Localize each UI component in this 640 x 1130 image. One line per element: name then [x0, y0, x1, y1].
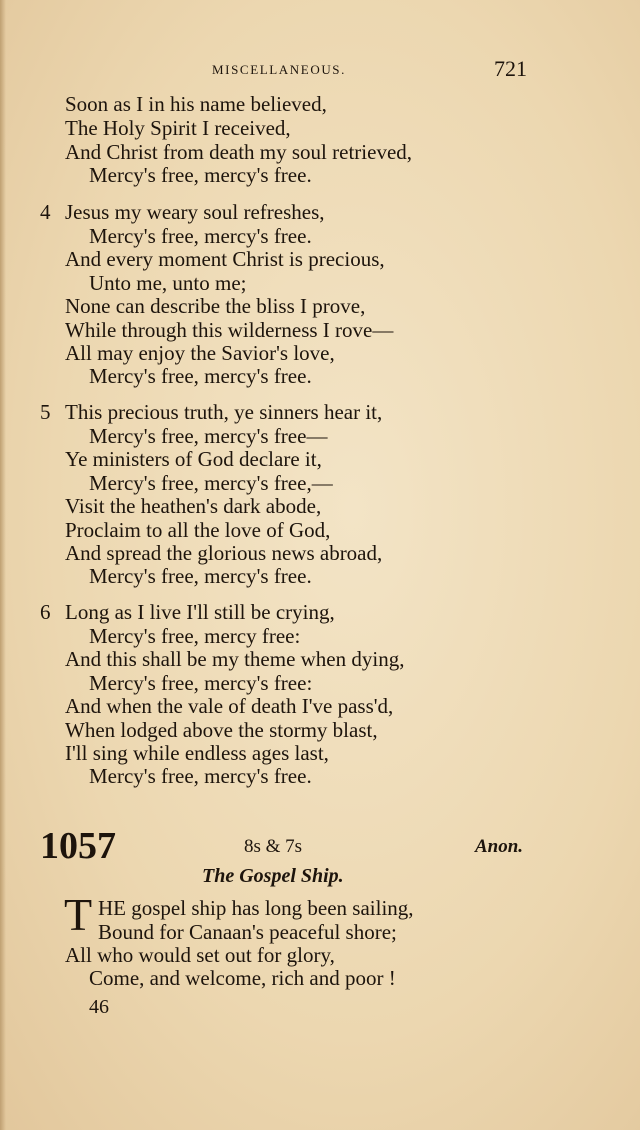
verse-line: Jesus my weary soul refreshes,	[65, 200, 325, 224]
hymn-meter: 8s & 7s	[244, 836, 303, 857]
verse-line: And this shall be my theme when dying,	[65, 647, 405, 671]
verse-line: Mercy's free, mercy free:	[89, 624, 301, 648]
verse-line: None can describe the bliss I prove,	[65, 294, 366, 318]
verse-line: The Holy Spirit I received,	[65, 116, 291, 140]
hymn-number: 1057	[40, 825, 116, 867]
verse-line: All may enjoy the Savior's love,	[65, 341, 335, 365]
verse-line: And when the vale of death I've pass'd,	[65, 694, 394, 718]
verse-line: Come, and welcome, rich and poor !	[89, 966, 396, 990]
verse-line: I'll sing while endless ages last,	[65, 741, 329, 765]
verse-line: Soon as I in his name believed,	[65, 92, 327, 116]
verse-line: And every moment Christ is precious,	[65, 247, 385, 271]
page-number: 721	[494, 56, 527, 81]
verse-line: Bound for Canaan's peaceful shore;	[98, 920, 397, 944]
verse-number: 6	[40, 600, 51, 624]
verse-line: All who would set out for glory,	[65, 943, 335, 967]
hymn-title: The Gospel Ship.	[202, 865, 344, 887]
verse-line: Mercy's free, mercy's free.	[89, 764, 312, 788]
verse-line: Mercy's free, mercy's free—	[89, 424, 328, 448]
verse-line: HE gospel ship has long been sailing,	[98, 896, 414, 920]
verse-line: Mercy's free, mercy's free,—	[89, 471, 333, 495]
verse-line: Mercy's free, mercy's free.	[89, 224, 312, 248]
signature-mark: 46	[89, 996, 109, 1018]
verse-line: Long as I live I'll still be crying,	[65, 600, 335, 624]
verse-line: Mercy's free, mercy's free.	[89, 163, 312, 187]
verse-line: Mercy's free, mercy's free:	[89, 671, 313, 695]
verse-number: 5	[40, 400, 51, 424]
verse-line: Proclaim to all the love of God,	[65, 518, 331, 542]
verse-line: Mercy's free, mercy's free.	[89, 564, 312, 588]
verse-line: And Christ from death my soul retrieved,	[65, 140, 413, 164]
verse-line: Unto me, unto me;	[89, 271, 247, 295]
verse-line: This precious truth, ye sinners hear it,	[65, 400, 383, 424]
running-header: MISCELLANEOUS.	[212, 62, 346, 77]
verse-line: When lodged above the stormy blast,	[65, 718, 378, 742]
drop-cap: T	[64, 889, 93, 940]
verse-line: Mercy's free, mercy's free.	[89, 364, 312, 388]
verse-line: While through this wilderness I rove—	[65, 318, 394, 342]
hymn-author: Anon.	[475, 836, 524, 857]
verse-line: Visit the heathen's dark abode,	[65, 494, 322, 518]
verse-line: Ye ministers of God declare it,	[65, 447, 322, 471]
page-spine-shadow	[0, 0, 6, 1130]
verse-line: And spread the glorious news abroad,	[65, 541, 383, 565]
verse-number: 4	[40, 200, 51, 224]
